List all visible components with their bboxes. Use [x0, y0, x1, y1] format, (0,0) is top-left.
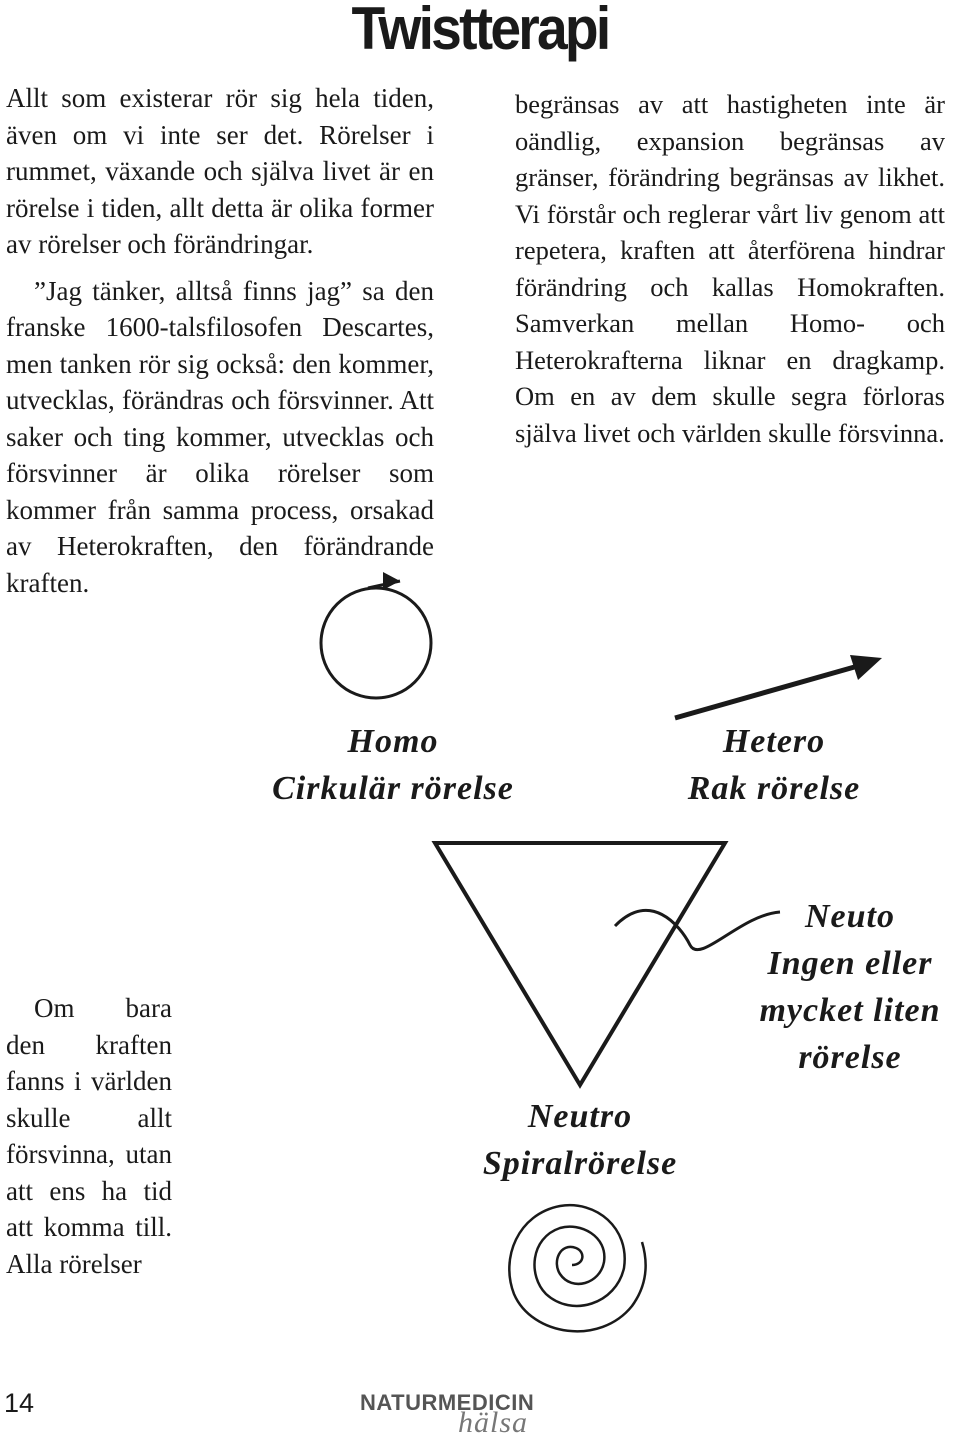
- magazine-logo: [360, 1384, 580, 1444]
- circle-motion-icon: [321, 572, 431, 698]
- page-number: 14: [4, 1388, 35, 1418]
- neuto-motion-line-1: Ingen eller: [767, 945, 933, 982]
- spiral-icon: [509, 1205, 645, 1331]
- homo-name: Homo: [347, 723, 439, 760]
- neutro-label: [460, 1093, 700, 1187]
- neutro-name: Neutro: [527, 1098, 633, 1135]
- neuto-label: [735, 893, 960, 1081]
- hetero-label: [650, 718, 898, 812]
- straight-arrow-icon: [675, 655, 882, 718]
- logo-script: hälsa: [458, 1406, 529, 1439]
- homo-label: [248, 718, 538, 812]
- neuto-motion-line-2: mycket liten: [759, 992, 941, 1029]
- body-paragraph: Allt som existerar rör sig hela tiden, även om vi inte ser det. Rörelser i rummet, växande och själva livet är en rörelse i tiden, allt detta är olika former av rörelser och förändringar.: [6, 83, 434, 259]
- neutro-motion: Spiralrörelse: [482, 1145, 678, 1182]
- neuto-name: Neuto: [805, 898, 895, 935]
- hetero-motion: Rak rörelse: [687, 770, 861, 807]
- logo-brand: NATURMEDICIN: [360, 1390, 535, 1415]
- body-text: ”Jag tänker, alltså finns jag” sa den franske 1600-talsfilosofen Descartes, men tanken rör sig också: den kommer, utvecklas, förändras och försvinner. Att saker och ting kommer, utvecklas och försvinner är olika rörelser som kommer från samma process, orsakad av Heterokraften, den förändrande kraften.: [6, 275, 434, 598]
- body-paragraph: Om bara den kraften fanns i världen skulle allt försvinna, utan att ens ha tid att komma till. Alla rörelser: [6, 993, 172, 1279]
- page-title: Twistterapi: [351, 0, 609, 62]
- homo-motion: Cirkulär rörelse: [272, 770, 514, 807]
- triangle-icon: [435, 843, 725, 1085]
- body-paragraph: begränsas av att hastigheten inte är oändlig, expansion begränsas av gränser, förändring begränsas av likhet. Vi förstår och reglerar vårt liv genom att repetera, kraften att återförena hindrar förändring och kallas Homokraften. Samverkan mellan Homo- och Heterokrafterna liknar en dragkamp. Om en av dem skulle segra förloras själva livet och världen skulle försvinna.: [515, 89, 945, 448]
- hetero-name: Hetero: [722, 723, 826, 760]
- neuto-motion-line-3: rörelse: [798, 1039, 902, 1076]
